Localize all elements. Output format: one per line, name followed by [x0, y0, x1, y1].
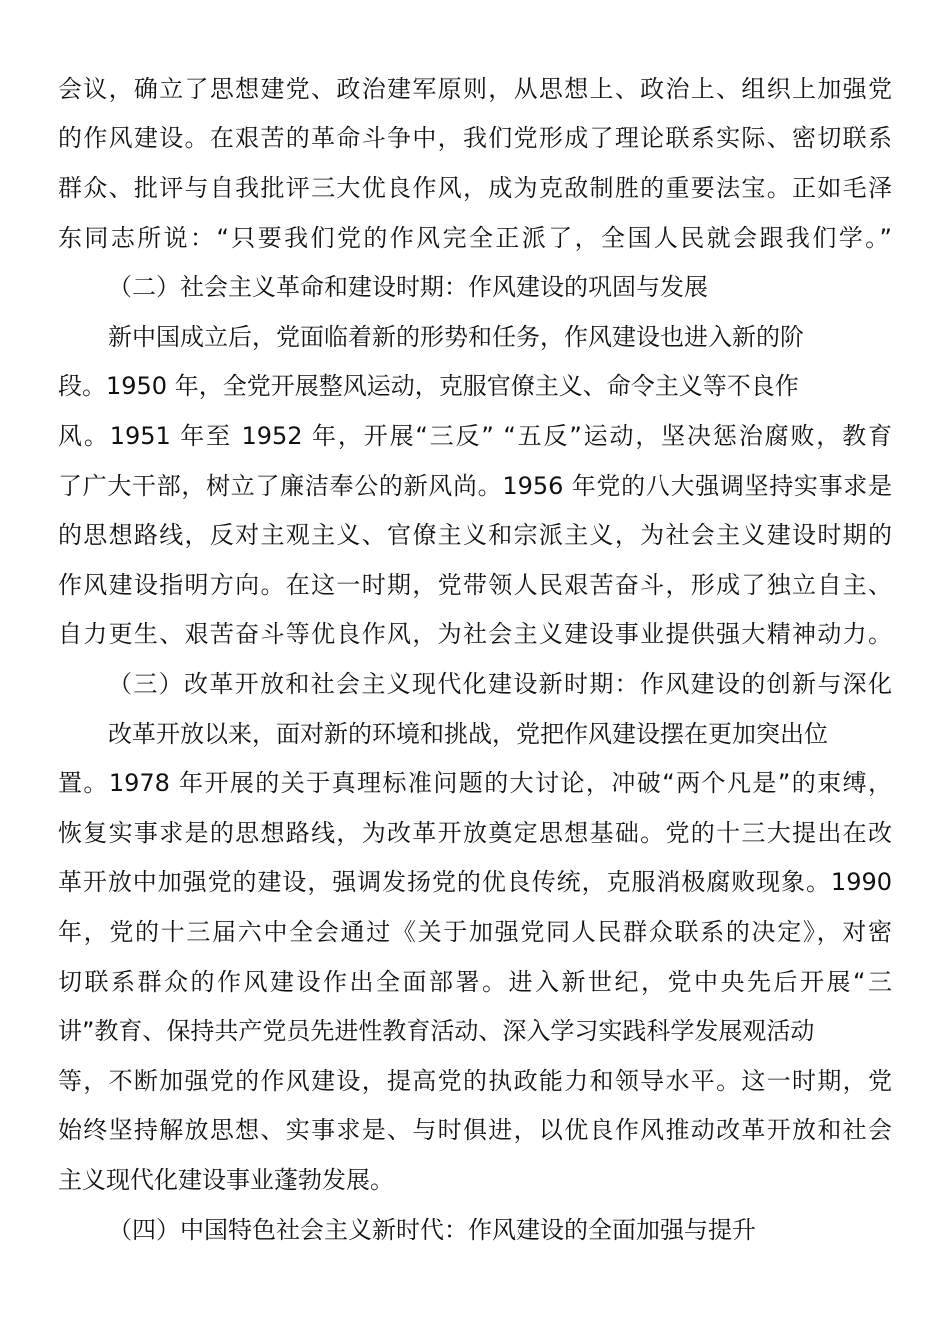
- text-line: 作风建设指明方向。在这一时期，党带领人民艰苦奋斗，形成了独立自主、: [58, 571, 892, 599]
- text-line: 革开放中加强党的建设，强调发扬党的优良传统，克服消极腐败现象。1990: [58, 868, 892, 896]
- text-line: 会议，确立了思想建党、政治建军原则，从思想上、政治上、组织上加强党: [58, 75, 892, 103]
- text-line: 主义现代化建设事业蓬勃发展。: [58, 1166, 394, 1194]
- text-line: 风。1951 年至 1952 年，开展“三反” “五反”运动，坚决惩治腐败，教育: [58, 422, 892, 450]
- text-line: 年，党的十三届六中全会通过《关于加强党同人民群众联系的决定》，对密: [58, 918, 892, 946]
- text-line: 了广大干部，树立了廉洁奉公的新风尚。1956 年党的八大强调坚持实事求是: [58, 472, 892, 500]
- text-line: 始终坚持解放思想、实事求是、与时俱进，以优良作风推动改革开放和社会: [58, 1116, 892, 1144]
- section-heading-3: （三）改革开放和社会主义现代化建设新时期：作风建设的创新与深化: [108, 670, 892, 698]
- text-line: 的思想路线，反对主观主义、官僚主义和宗派主义，为社会主义建设时期的: [58, 521, 892, 549]
- text-line: 恢复实事求是的思想路线，为改革开放奠定思想基础。党的十三大提出在改: [58, 819, 892, 847]
- text-line: 群众、批评与自我批评三大优良作风，成为克敌制胜的重要法宝。正如毛泽: [58, 174, 892, 202]
- section-heading-2: （二）社会主义革命和建设时期：作风建设的巩固与发展: [108, 273, 708, 301]
- section-heading-4: （四）中国特色社会主义新时代：作风建设的全面加强与提升: [108, 1216, 756, 1244]
- text-line: 等，不断加强党的作风建设，提高党的执政能力和领导水平。这一时期，党: [58, 1067, 892, 1095]
- text-line: 切联系群众的作风建设作出全面部署。进入新世纪，党中央先后开展“三: [58, 968, 892, 996]
- paragraph-first-line: 改革开放以来，面对新的环境和挑战，党把作风建设摆在更加突出位: [108, 720, 828, 748]
- text-line: 段。1950 年，全党开展整风运动，克服官僚主义、命令主义等不良作: [58, 372, 799, 400]
- text-line: 讲”教育、保持共产党员先进性教育活动、深入学习实践科学发展观活动: [58, 1017, 815, 1045]
- paragraph-first-line: 新中国成立后，党面临着新的形势和任务，作风建设也进入新的阶: [108, 323, 804, 351]
- text-line: 东同志所说：“只要我们党的作风完全正派了，全国人民就会跟我们学。”: [58, 224, 892, 252]
- text-line: 自力更生、艰苦奋斗等优良作风，为社会主义建设事业提供强大精神动力。: [58, 620, 892, 648]
- text-line: 置。1978 年开展的关于真理标准问题的大讨论，冲破“两个凡是”的束缚，: [58, 769, 892, 797]
- text-line: 的作风建设。在艰苦的革命斗争中，我们党形成了理论联系实际、密切联系: [58, 124, 892, 152]
